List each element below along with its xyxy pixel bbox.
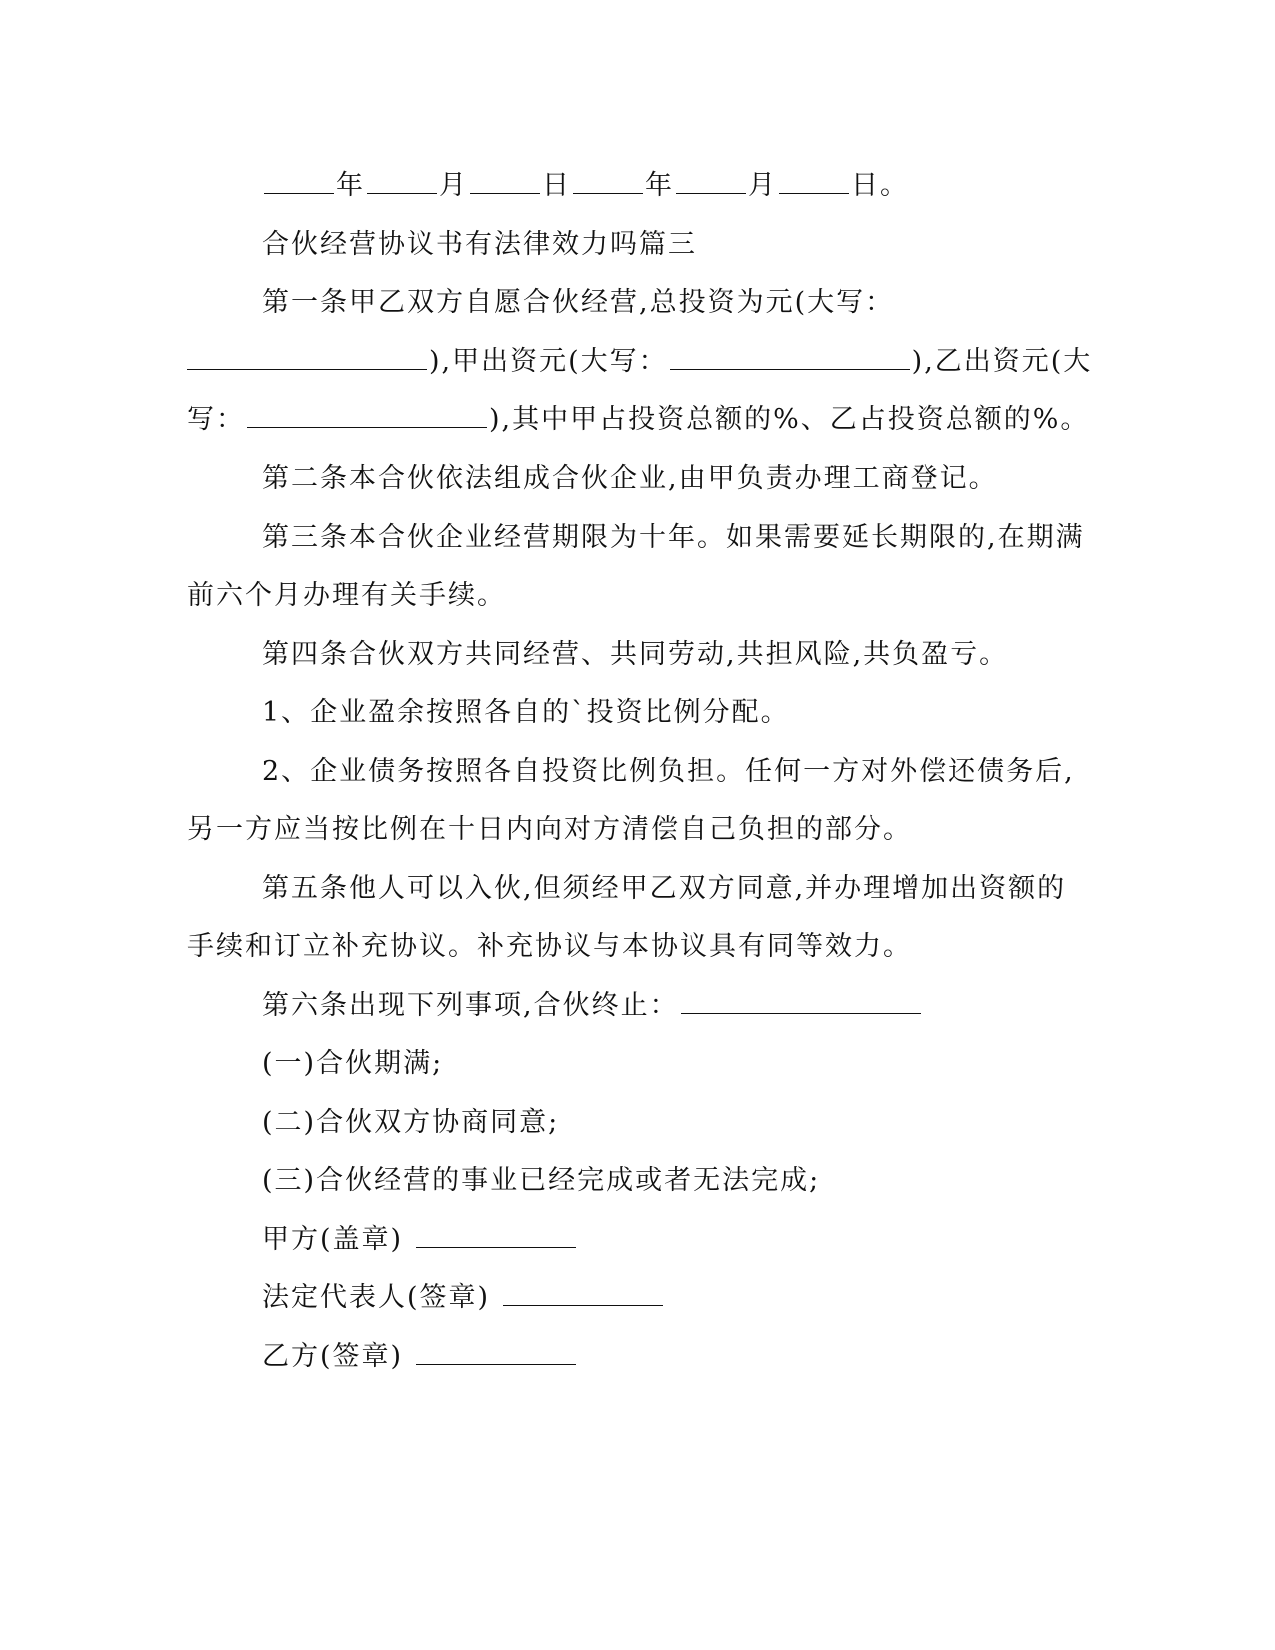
date-text: 日。 xyxy=(851,170,909,201)
signature-blank xyxy=(416,1225,576,1248)
article-text: ),甲出资元(大写： xyxy=(429,346,668,377)
item-2-line-1: 2、企业债务按照各自投资比例负担。任何一方对外偿还债务后, xyxy=(262,756,1075,787)
signature-blank xyxy=(416,1342,576,1365)
blank-field xyxy=(247,405,487,428)
signature-label: 法定代表人(签章) xyxy=(262,1282,491,1313)
article-text: ),其中甲占投资总额的%、乙占投资总额的%。 xyxy=(489,404,1090,435)
signature-label: 乙方(签章) xyxy=(262,1341,404,1372)
date-text: 月 xyxy=(748,170,777,201)
signature-party-a xyxy=(262,1222,578,1258)
article-1-line-3 xyxy=(187,402,1089,438)
blank-field xyxy=(264,171,334,194)
termination-item-2: (二)合伙双方协商同意; xyxy=(262,1107,560,1138)
article-text: ),乙出资元(大 xyxy=(911,346,1093,377)
signature-blank xyxy=(503,1283,663,1306)
article-3-line-1: 第三条本合伙企业经营期限为十年。如果需要延长期限的,在期满 xyxy=(262,522,1085,553)
article-text: 写： xyxy=(187,404,245,435)
date-text: 年 xyxy=(336,170,365,201)
date-text: 月 xyxy=(439,170,468,201)
blank-field xyxy=(779,171,849,194)
blank-field xyxy=(670,347,910,370)
signature-legal-rep xyxy=(262,1280,665,1316)
article-6 xyxy=(262,988,923,1024)
blank-field xyxy=(681,991,921,1014)
date-text: 年 xyxy=(645,170,674,201)
article-4: 第四条合伙双方共同经营、共同劳动,共担风险,共负盈亏。 xyxy=(262,639,1009,670)
article-5-line-2: 手续和订立补充协议。补充协议与本协议具有同等效力。 xyxy=(187,931,912,962)
article-1-line-1: 第一条甲乙双方自愿合伙经营,总投资为元(大写： xyxy=(262,287,895,318)
article-text: 第六条出现下列事项,合伙终止： xyxy=(262,990,679,1021)
blank-field xyxy=(367,171,437,194)
section-title: 合伙经营协议书有法律效力吗篇三 xyxy=(262,229,697,260)
blank-field xyxy=(470,171,540,194)
termination-item-3: (三)合伙经营的事业已经完成或者无法完成; xyxy=(262,1165,821,1196)
termination-item-1: (一)合伙期满; xyxy=(262,1048,444,1079)
date-line xyxy=(262,168,909,204)
article-3-line-2: 前六个月办理有关手续。 xyxy=(187,580,506,611)
item-2-line-2: 另一方应当按比例在十日内向对方清偿自己负担的部分。 xyxy=(187,814,912,845)
blank-field xyxy=(187,347,427,370)
blank-field xyxy=(676,171,746,194)
date-text: 日 xyxy=(542,170,571,201)
item-1: 1、企业盈余按照各自的`投资比例分配。 xyxy=(262,697,790,728)
signature-label: 甲方(盖章) xyxy=(262,1224,404,1255)
article-5-line-1: 第五条他人可以入伙,但须经甲乙双方同意,并办理增加出资额的 xyxy=(262,873,1067,904)
blank-field xyxy=(573,171,643,194)
signature-party-b xyxy=(262,1339,578,1375)
article-1-line-2 xyxy=(187,344,1092,380)
article-2: 第二条本合伙依法组成合伙企业,由甲负责办理工商登记。 xyxy=(262,463,998,494)
